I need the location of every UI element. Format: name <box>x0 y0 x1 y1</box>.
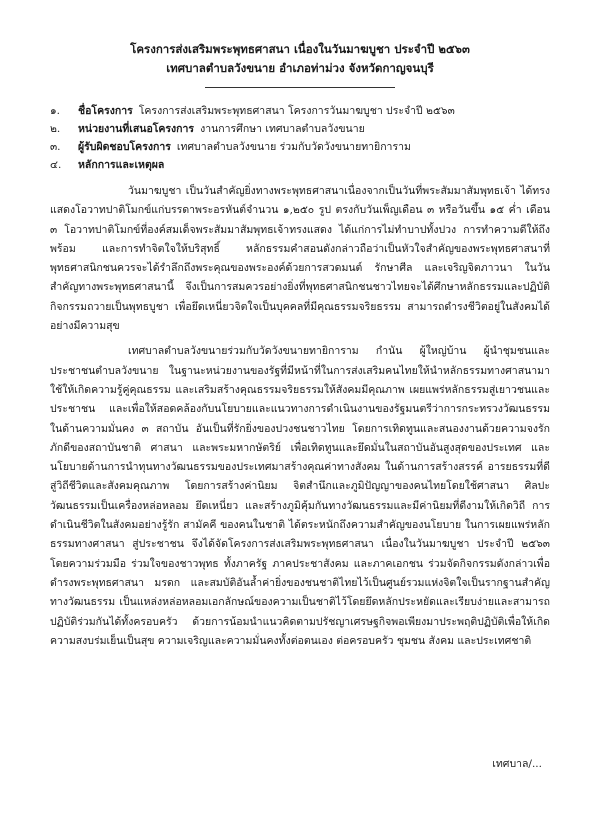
rationale-paragraph-1: วันมาฆบูชา เป็นวันสำคัญยิ่งทางพระพุทธศาสนาเนื่องจากเป็นวันที่พระสัมมาสัมพุทธเจ้า ได้ทรงแสดงโอวาทปาติโมกข์แก่บรรดาพระอรหันต์จำนวน ๑,๒๕๐ รูป ตรงกับวันเพ็ญเดือน ๓ หรือวันขึ้น ๑๕ ค่ำ เดือน ๓ โอวาทปาติโมกข์ที่องค์สมเด็จพระสัมมาสัมพุทธเจ้าทรงแสดง ได้แก่การไม่ทำบาปทั้งปวง การทำความดีให้ถึงพร้อม และการทำจิตใจให้บริสุทธิ์ หลักธรรมคำสอนดังกล่าวถือว่าเป็นหัวใจสำคัญของพระพุทธศาสนาที่พุทธศาสนิกชนควรจะได้รำลึกถึงพระคุณของพระองค์ด้วยการสวดมนต์ รักษาศีล และเจริญจิตภาวนา ในวันสำคัญทางพระพุทธศาสนานี้ จึงเป็นการสมควรอย่างยิ่งที่พุทธศาสนิกชนชาวไทยจะได้ศึกษาหลักธรรมและปฏิบัติกิจกรรมถวายเป็นพุทธบูชา เพื่อยึดเหนี่ยวจิตใจเป็นบุคคลที่มีคุณธรรมจริยธรรม สามารถดำรงชีวิตอยู่ในสังคมได้อย่างมีความสุข <box>50 185 550 333</box>
section-number: ๔. <box>50 159 62 171</box>
document-title-line1: โครงการส่งเสริมพระพุทธศาสนา เนื่องในวันมาฆบูชา ประจำปี ๒๕๖๓ <box>130 42 470 56</box>
document-title-line2: เทศบาลตำบลวังขนาย อำเภอท่าม่วง จังหวัดกาญจนบุรี <box>166 61 434 75</box>
section-label: หลักการและเหตุผล <box>78 159 165 171</box>
section-proposing-unit <box>44 120 556 138</box>
section-value: เทศบาลตำบลวังขนาย ร่วมกับวัดวังขนายทายิการาม <box>176 141 411 153</box>
section-number: ๑. <box>50 105 61 117</box>
rationale-paragraph-2: เทศบาลตำบลวังขนายร่วมกับวัดวังขนายทายิการาม กำนัน ผู้ใหญ่บ้าน ผู้นำชุมชนและประชาชนตำบลวังขนาย ในฐานะหน่วยงานของรัฐที่มีหน้าที่ในการส่งเสริมคนไทยให้นำหลักธรรมทางศาสนามาใช้ให้เกิดความรู้คู่คุณธรรม และเสริมสร้างคุณธรรมจริยธรรมให้สังคมมีคุณภาพ เผยแพร่หลักธรรมสู่เยาวชนและประชาชน และเพื่อให้สอดคล้องกับนโยบายและแนวทางการดำเนินงานของรัฐมนตรีว่าการกระทรวงวัฒนธรรม ในด้านความมั่นคง ๓ สถาบัน อันเป็นที่รักยิ่งของปวงชนชาวไทย โดยการเทิดทูนและสนองงานด้วยความจงรักภักดีของสถาบันชาติ ศาสนา และพระมหากษัตริย์ เพื่อเทิดทูนและยึดมั่นในสถาบันอันสูงสุดของประเทศ และนโยบายด้านการนำทุนทางวัฒนธรรมของประเทศมาสร้างคุณค่าทางสังคม ในด้านการสร้างสรรค์ อารยธรรมที่ดีสู่วิถีชีวิตและสังคมคุณภาพ โดยการสร้างค่านิยม จิตสำนึกและภูมิปัญญาของคนไทยโดยใช้ศาสนา ศิลปะ วัฒนธรรมเป็นเครื่องหล่อหลอม ยึดเหนี่ยว และสร้างภูมิคุ้มกันทางวัฒนธรรมและมีค่านิยมที่ดีงามให้เกิดวิถี การดำเนินชีวิตในสังคมอย่างรู้รัก สามัคคี ของคนในชาติ ได้ตระหนักถึงความสำคัญของนโยบาย ในการเผยแพร่หลักธรรมทางศาสนา สู่ประชาชน จึงได้จัดโครงการส่งเสริมพระพุทธศาสนา เนื่องในวันมาฆบูชา ประจำปี ๒๕๖๓ โดยความร่วมมือ ร่วมใจของชาวพุทธ ทั้งภาครัฐ ภาคประชาสังคม และภาคเอกชน ร่วมจัดกิจกรรมดังกล่าวเพื่อดำรงพระพุทธศาสนา มรดก และสมบัติอันล้ำค่ายิ่งของชนชาติไทยไว้เป็นศูนย์รวมแห่งจิตใจเป็นรากฐานสำคัญทางวัฒนธรรม เป็นแหล่งหล่อหลอมเอกลักษณ์ของความเป็นชาติไว้โดยยึดหลักประหยัดและเรียบง่ายและสามารถปฏิบัติร่วมกันได้ทั้งครอบครัว ด้วยการน้อมนำแนวคิดตามปรัชญาเศรษฐกิจพอเพียงมาประพฤติปฏิบัติเพื่อให้เกิดความสงบร่มเย็นเป็นสุข ความเจริญและความมั่นคงทั้งต่อตนเอง ต่อครอบครัว ชุมชน สังคม และประเทศชาติ <box>50 345 550 647</box>
section-list <box>44 102 556 174</box>
section-number: ๒. <box>50 123 61 135</box>
section-label: ผู้รับผิดชอบโครงการ <box>78 141 171 153</box>
section-value: โครงการส่งเสริมพระพุทธศาสนา โครงการวันมาฆบูชา ประจำปี ๒๕๖๓ <box>138 105 455 117</box>
section-label: หน่วยงานที่เสนอโครงการ <box>78 123 195 135</box>
title-divider <box>44 80 556 94</box>
page-continuation-marker: เทศบาล/... <box>492 758 542 770</box>
section-number: ๓. <box>50 141 61 153</box>
section-rationale <box>44 156 556 174</box>
section-responsible <box>44 138 556 156</box>
section-label: ชื่อโครงการ <box>78 105 133 117</box>
section-value: งานการศึกษา เทศบาลตำบลวังขนาย <box>200 123 365 135</box>
section-project-name <box>44 102 556 120</box>
